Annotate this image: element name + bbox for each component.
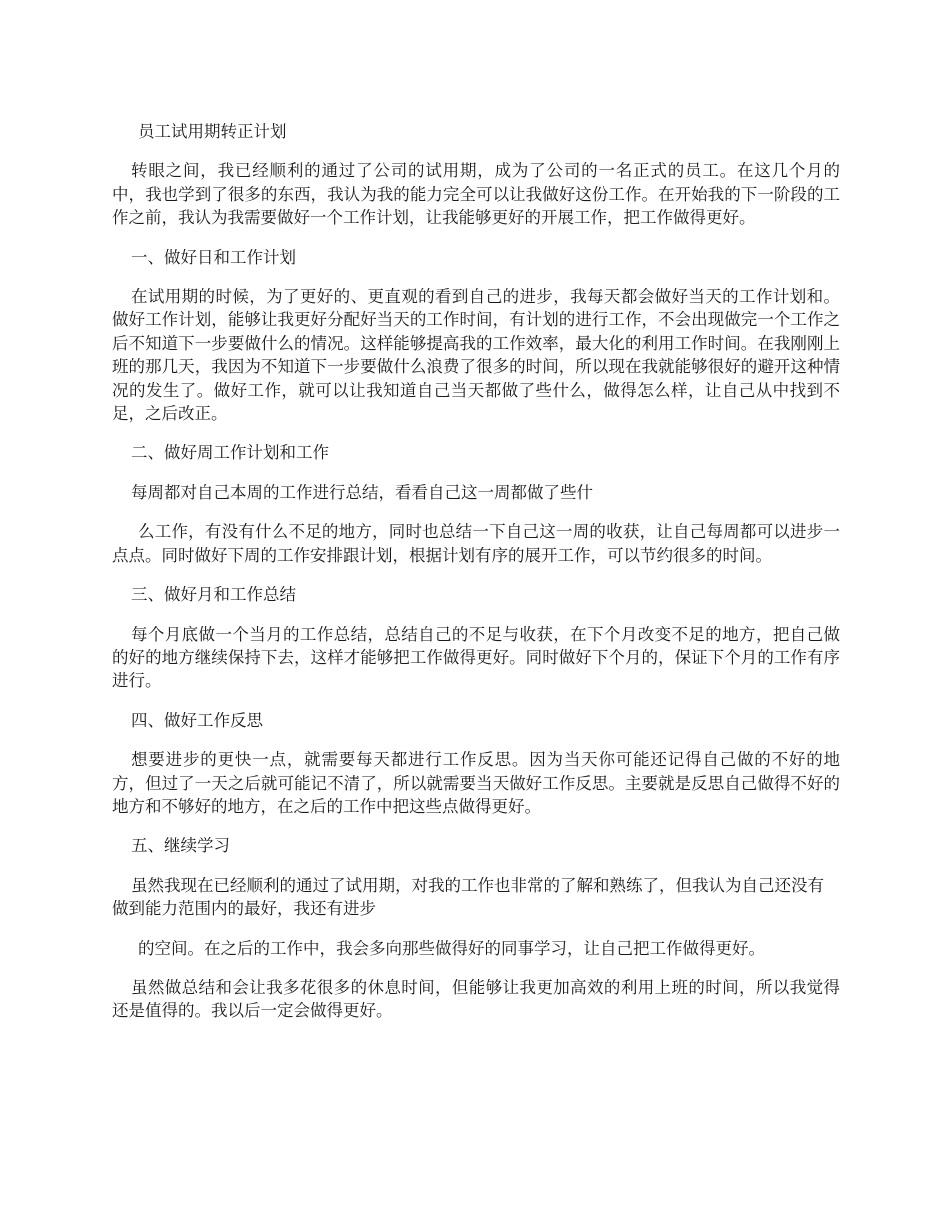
closing-paragraph: 虽然做总结和会让我多花很多的休息时间，但能够让我更加高效的利用上班的时间，所以我觉得还是值得的。我以后一定会做得更好。 — [112, 977, 840, 1021]
document-title: 员工试用期转正计划 — [138, 122, 287, 141]
section-1-heading: 一、做好日和工作计划 — [131, 247, 296, 267]
section-5-heading: 五、继续学习 — [131, 836, 230, 856]
section-2-heading: 二、做好周工作计划和工作 — [131, 443, 329, 463]
section-1-paragraph: 在试用期的时候，为了更好的、更直观的看到自己的进步，我每天都会做好当天的工作计划和。做好工作计划，能够让我更好分配好当天的工作时间，有计划的进行工作，不会出现做完一个工作之后不知道下一步要做什么的情况。这样能够提高我的工作效率，最大化的利用工作时间。在我刚刚上班的那几天，我因为不知道下一步要做什么浪费了很多的时间，所以现在我就能够很好的避开这种情况的发生了。做好工作，就可以让我知道自己当天都做了些什么，做得怎么样，让自己从中找到不足，之后改正。 — [112, 287, 840, 424]
section-2-paragraph-a: 每周都对自己本周的工作进行总结，看看自己这一周都做了些什 — [131, 482, 593, 502]
section-5-paragraph-b: 的空间。在之后的工作中，我会多向那些做得好的同事学习，让自己把工作做得更好。 — [138, 938, 765, 958]
intro-paragraph: 转眼之间，我已经顺利的通过了公司的试用期，成为了公司的一名正式的员工。在这几个月的中，我也学到了很多的东西，我认为我的能力完全可以让我做好这份工作。在开始我的下一阶段的工作之前，我认为我需要做好一个工作计划，让我能够更好的开展工作，把工作做得更好。 — [112, 161, 840, 228]
section-4-heading: 四、做好工作反思 — [131, 710, 263, 730]
section-3-paragraph: 每个月底做一个当月的工作总结，总结自己的不足与收获，在下个月改变不足的地方，把自己做的好的地方继续保持下去，这样才能够把工作做得更好。同时做好下个月的，保证下个月的工作有序进行。 — [112, 624, 840, 691]
document-page — [112, 120, 840, 1039]
section-4-paragraph: 想要进步的更快一点，就需要每天都进行工作反思。因为当天你可能还记得自己做的不好的地方，但过了一天之后就可能记不清了，所以就需要当天做好工作反思。主要就是反思自己做得不好的地方和不够好的地方，在之后的工作中把这些点做得更好。 — [112, 750, 840, 816]
section-3-heading: 三、做好月和工作总结 — [131, 585, 296, 605]
section-5-paragraph-a: 虽然我现在已经顺利的通过了试用期，对我的工作也非常的了解和熟练了，但我认为自己还没有做到能力范围内的最好，我还有进步 — [112, 875, 824, 919]
section-2-paragraph-b: 么工作，有没有什么不足的地方，同时也总结一下自己这一周的收获，让自己每周都可以进步一点点。同时做好下周的工作安排跟计划，根据计划有序的展开工作，可以节约很多的时间。 — [112, 522, 840, 565]
